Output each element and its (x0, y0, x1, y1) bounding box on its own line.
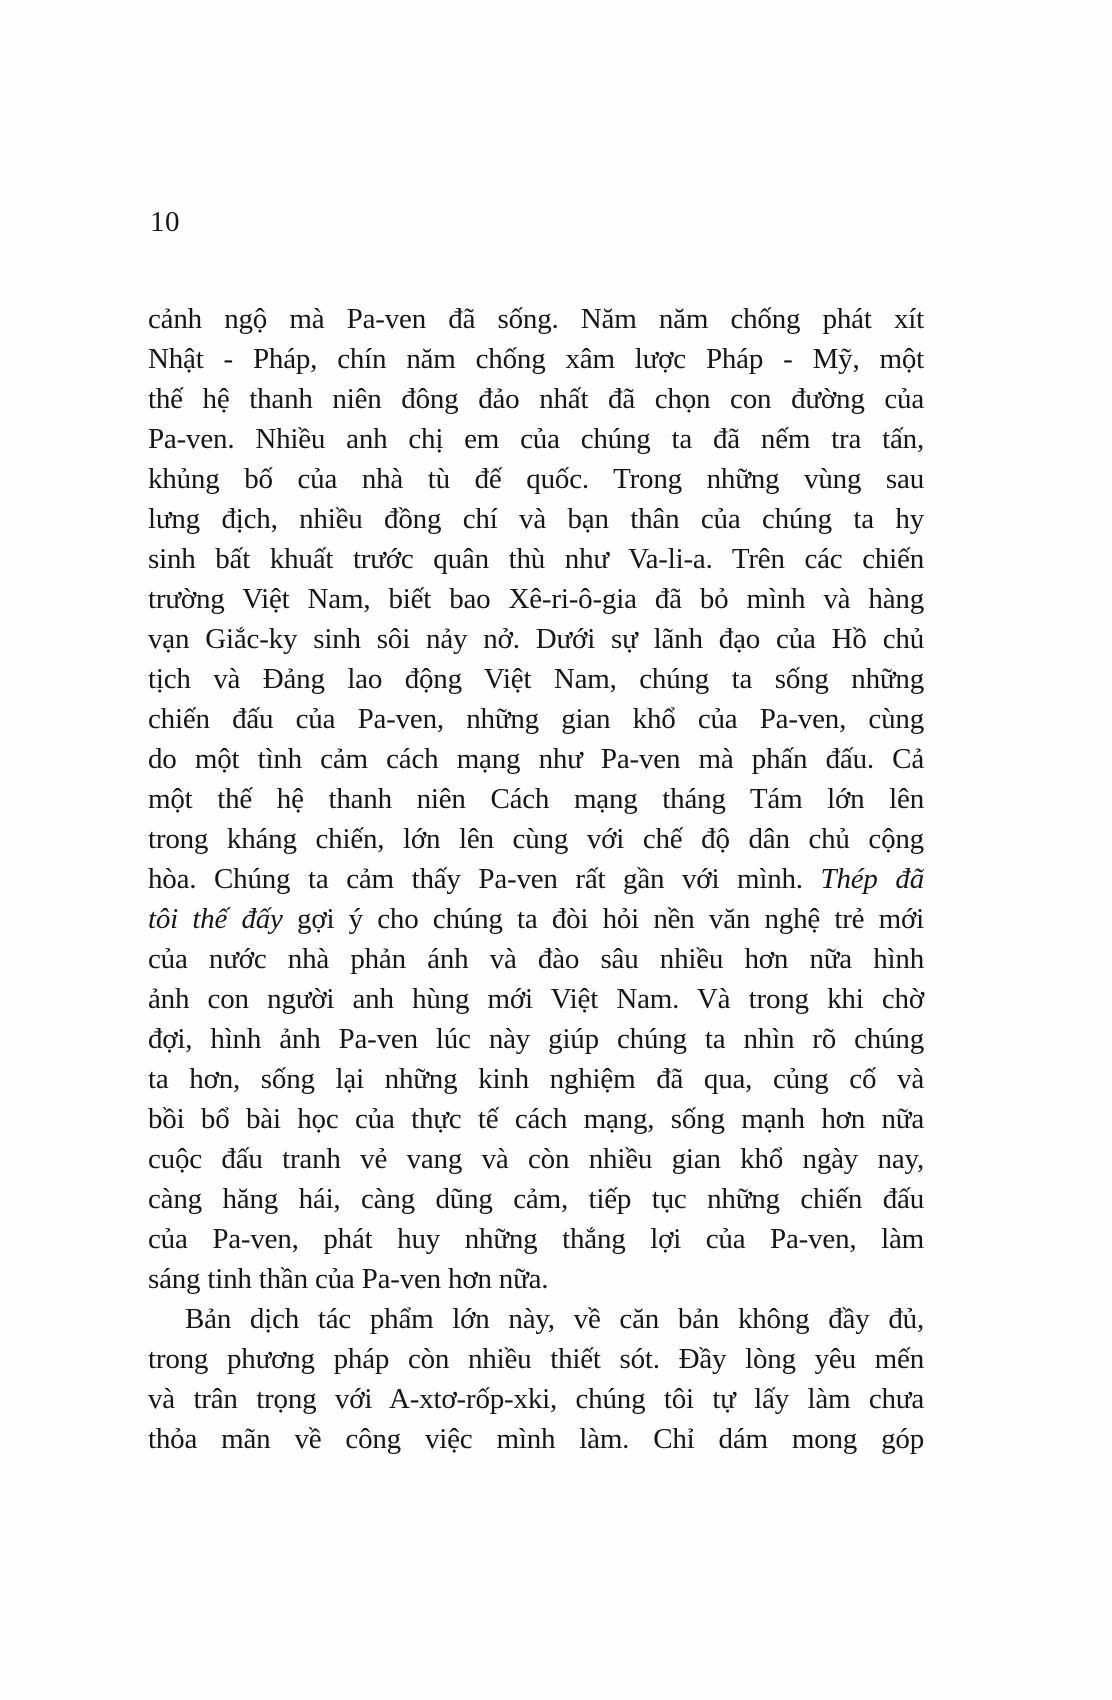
text-line: chiến đấu của Pa-ven, những gian khổ của Pa-ven, cùng (148, 703, 924, 735)
text-line: của nước nhà phản ánh và đào sâu nhiều hơn nữa hình (148, 943, 924, 975)
text-line: khủng bố của nhà tù đế quốc. Trong những vùng sau (148, 463, 924, 495)
text-line: bồi bổ bài học của thực tế cách mạng, sống mạnh hơn nữa (148, 1103, 924, 1135)
text-line: trong kháng chiến, lớn lên cùng với chế độ dân chủ cộng (148, 823, 924, 855)
text-line: và trân trọng với A-xtơ-rốp-xki, chúng tôi tự lấy làm chưa (148, 1383, 924, 1415)
text-line: Bản dịch tác phẩm lớn này, về căn bản không đầy đủ, (185, 1303, 924, 1335)
text-line: cuộc đấu tranh vẻ vang và còn nhiều gian khổ ngày nay, (148, 1143, 924, 1175)
text-line: ta hơn, sống lại những kinh nghiệm đã qua, củng cố và (148, 1063, 924, 1095)
page-number: 10 (150, 206, 180, 238)
text-line: ảnh con người anh hùng mới Việt Nam. Và trong khi chờ (148, 983, 924, 1015)
text-line: tôi thế đấy gợi ý cho chúng ta đòi hỏi nền văn nghệ trẻ mới (148, 903, 925, 935)
book-title-italic: Thép đã (820, 863, 924, 895)
text-line: lưng địch, nhiều đồng chí và bạn thân của chúng ta hy (148, 503, 924, 535)
text-line: càng hăng hái, càng dũng cảm, tiếp tục những chiến đấu (148, 1183, 924, 1215)
text-line: đợi, hình ảnh Pa-ven lúc này giúp chúng ta nhìn rõ chúng (148, 1023, 924, 1055)
text-line: tịch và Đảng lao động Việt Nam, chúng ta sống những (148, 663, 924, 695)
text-line: sinh bất khuất trước quân thù như Va-li-a. Trên các chiến (148, 543, 924, 575)
text-line: một thế hệ thanh niên Cách mạng tháng Tám lớn lên (148, 783, 924, 815)
text-line: sáng tinh thần của Pa-ven hơn nữa. (148, 1263, 549, 1295)
text-line: Pa-ven. Nhiều anh chị em của chúng ta đã nếm tra tấn, (148, 423, 924, 455)
text-line: trường Việt Nam, biết bao Xê-ri-ô-gia đã bỏ mình và hàng (148, 583, 924, 615)
text-line: vạn Giắc-ky sinh sôi nảy nở. Dưới sự lãnh đạo của Hồ chủ (148, 623, 924, 655)
text-block (148, 299, 924, 1459)
text-line: cảnh ngộ mà Pa-ven đã sống. Năm năm chống phát xít (148, 303, 924, 335)
book-title-italic: tôi thế đấy (148, 903, 283, 935)
text-line: thế hệ thanh niên đông đảo nhất đã chọn con đường của (148, 383, 924, 415)
text-line: thỏa mãn về công việc mình làm. Chỉ dám mong góp (148, 1423, 924, 1455)
text-line: của Pa-ven, phát huy những thắng lợi của Pa-ven, làm (148, 1223, 924, 1255)
text-line: Nhật - Pháp, chín năm chống xâm lược Pháp - Mỹ, một (148, 343, 924, 375)
text-line: trong phương pháp còn nhiều thiết sót. Đầy lòng yêu mến (148, 1343, 924, 1375)
text-line: hòa. Chúng ta cảm thấy Pa-ven rất gần với mình. Thép đã (148, 863, 924, 895)
text-line: do một tình cảm cách mạng như Pa-ven mà phấn đấu. Cả (148, 743, 924, 775)
